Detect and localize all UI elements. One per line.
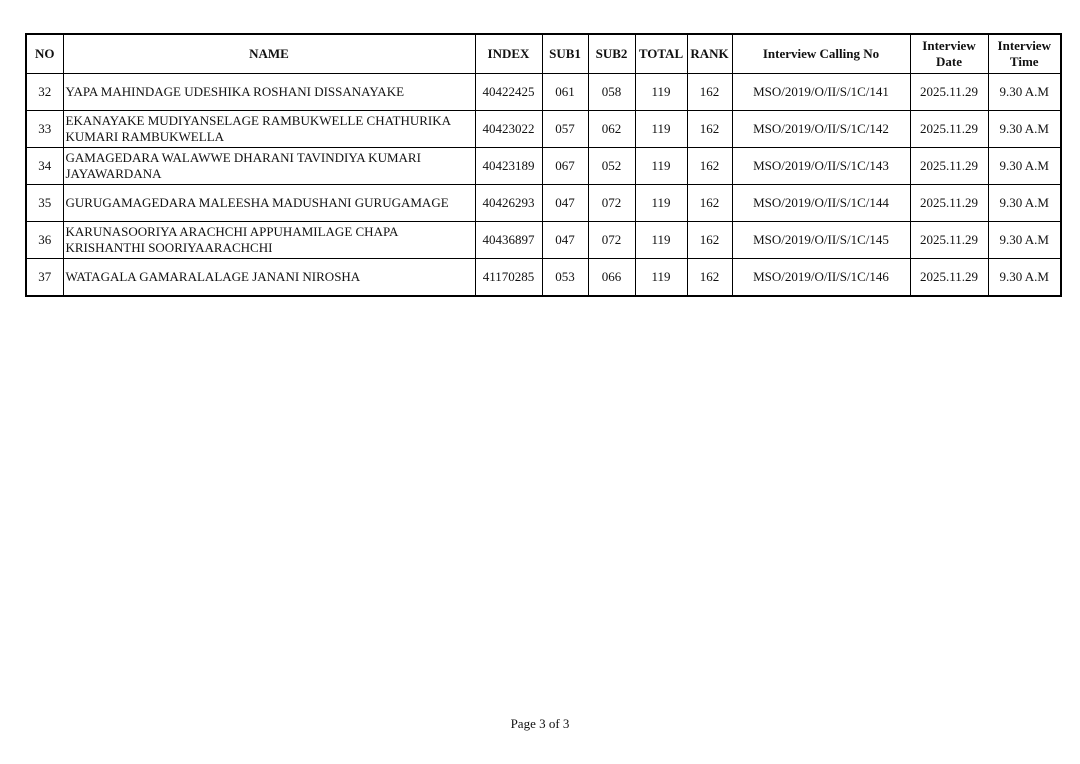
table-row xyxy=(26,185,1061,222)
cell-interview-date: 2025.11.29 xyxy=(910,148,988,185)
cell-index: 40423189 xyxy=(475,148,542,185)
cell-interview-time: 9.30 A.M xyxy=(988,148,1061,185)
cell-sub2: 072 xyxy=(588,222,635,259)
table-header-row xyxy=(26,34,1061,74)
cell-total: 119 xyxy=(635,259,687,296)
cell-sub2: 062 xyxy=(588,111,635,148)
cell-sub2: 058 xyxy=(588,74,635,111)
table-row xyxy=(26,222,1061,259)
cell-rank: 162 xyxy=(687,185,732,222)
header-interview-date: Interview Date xyxy=(910,34,988,74)
cell-interview-date: 2025.11.29 xyxy=(910,185,988,222)
header-name: NAME xyxy=(63,34,475,74)
cell-total: 119 xyxy=(635,74,687,111)
cell-sub1: 061 xyxy=(542,74,588,111)
cell-rank: 162 xyxy=(687,148,732,185)
header-total: TOTAL xyxy=(635,34,687,74)
cell-interview-date: 2025.11.29 xyxy=(910,74,988,111)
table-row xyxy=(26,74,1061,111)
cell-total: 119 xyxy=(635,111,687,148)
cell-no: 34 xyxy=(26,148,63,185)
cell-calling-no: MSO/2019/O/II/S/1C/144 xyxy=(732,185,910,222)
cell-name: WATAGALA GAMARALALAGE JANANI NIROSHA xyxy=(63,259,475,296)
header-sub2: SUB2 xyxy=(588,34,635,74)
cell-total: 119 xyxy=(635,185,687,222)
cell-index: 41170285 xyxy=(475,259,542,296)
cell-rank: 162 xyxy=(687,111,732,148)
cell-name: KARUNASOORIYA ARACHCHI APPUHAMILAGE CHAPA KRISHANTHI SOORIYAARACHCHI xyxy=(63,222,475,259)
cell-sub2: 052 xyxy=(588,148,635,185)
cell-rank: 162 xyxy=(687,74,732,111)
header-interview-time: Interview Time xyxy=(988,34,1061,74)
header-no: NO xyxy=(26,34,63,74)
cell-rank: 162 xyxy=(687,222,732,259)
cell-no: 33 xyxy=(26,111,63,148)
cell-interview-time: 9.30 A.M xyxy=(988,259,1061,296)
cell-no: 32 xyxy=(26,74,63,111)
header-index: INDEX xyxy=(475,34,542,74)
cell-no: 35 xyxy=(26,185,63,222)
cell-interview-time: 9.30 A.M xyxy=(988,111,1061,148)
cell-sub1: 057 xyxy=(542,111,588,148)
header-rank: RANK xyxy=(687,34,732,74)
cell-no: 36 xyxy=(26,222,63,259)
cell-rank: 162 xyxy=(687,259,732,296)
cell-sub2: 072 xyxy=(588,185,635,222)
cell-no: 37 xyxy=(26,259,63,296)
cell-interview-date: 2025.11.29 xyxy=(910,111,988,148)
cell-name: GURUGAMAGEDARA MALEESHA MADUSHANI GURUGAMAGE xyxy=(63,185,475,222)
cell-calling-no: MSO/2019/O/II/S/1C/146 xyxy=(732,259,910,296)
cell-calling-no: MSO/2019/O/II/S/1C/142 xyxy=(732,111,910,148)
table-row xyxy=(26,111,1061,148)
cell-index: 40423022 xyxy=(475,111,542,148)
cell-name: GAMAGEDARA WALAWWE DHARANI TAVINDIYA KUMARI JAYAWARDANA xyxy=(63,148,475,185)
cell-name: EKANAYAKE MUDIYANSELAGE RAMBUKWELLE CHATHURIKA KUMARI RAMBUKWELLA xyxy=(63,111,475,148)
cell-index: 40426293 xyxy=(475,185,542,222)
cell-interview-date: 2025.11.29 xyxy=(910,259,988,296)
cell-interview-time: 9.30 A.M xyxy=(988,185,1061,222)
cell-sub1: 047 xyxy=(542,185,588,222)
table-row xyxy=(26,148,1061,185)
header-calling-no: Interview Calling No xyxy=(732,34,910,74)
cell-interview-time: 9.30 A.M xyxy=(988,222,1061,259)
cell-index: 40422425 xyxy=(475,74,542,111)
table-row xyxy=(26,259,1061,296)
cell-interview-time: 9.30 A.M xyxy=(988,74,1061,111)
cell-sub1: 067 xyxy=(542,148,588,185)
cell-sub2: 066 xyxy=(588,259,635,296)
cell-sub1: 053 xyxy=(542,259,588,296)
header-sub1: SUB1 xyxy=(542,34,588,74)
cell-calling-no: MSO/2019/O/II/S/1C/145 xyxy=(732,222,910,259)
cell-total: 119 xyxy=(635,222,687,259)
cell-calling-no: MSO/2019/O/II/S/1C/141 xyxy=(732,74,910,111)
cell-name: YAPA MAHINDAGE UDESHIKA ROSHANI DISSANAYAKE xyxy=(63,74,475,111)
cell-total: 119 xyxy=(635,148,687,185)
cell-index: 40436897 xyxy=(475,222,542,259)
page-number: Page 3 of 3 xyxy=(510,716,570,731)
cell-sub1: 047 xyxy=(542,222,588,259)
cell-interview-date: 2025.11.29 xyxy=(910,222,988,259)
cell-calling-no: MSO/2019/O/II/S/1C/143 xyxy=(732,148,910,185)
interview-schedule-table xyxy=(25,33,1062,297)
